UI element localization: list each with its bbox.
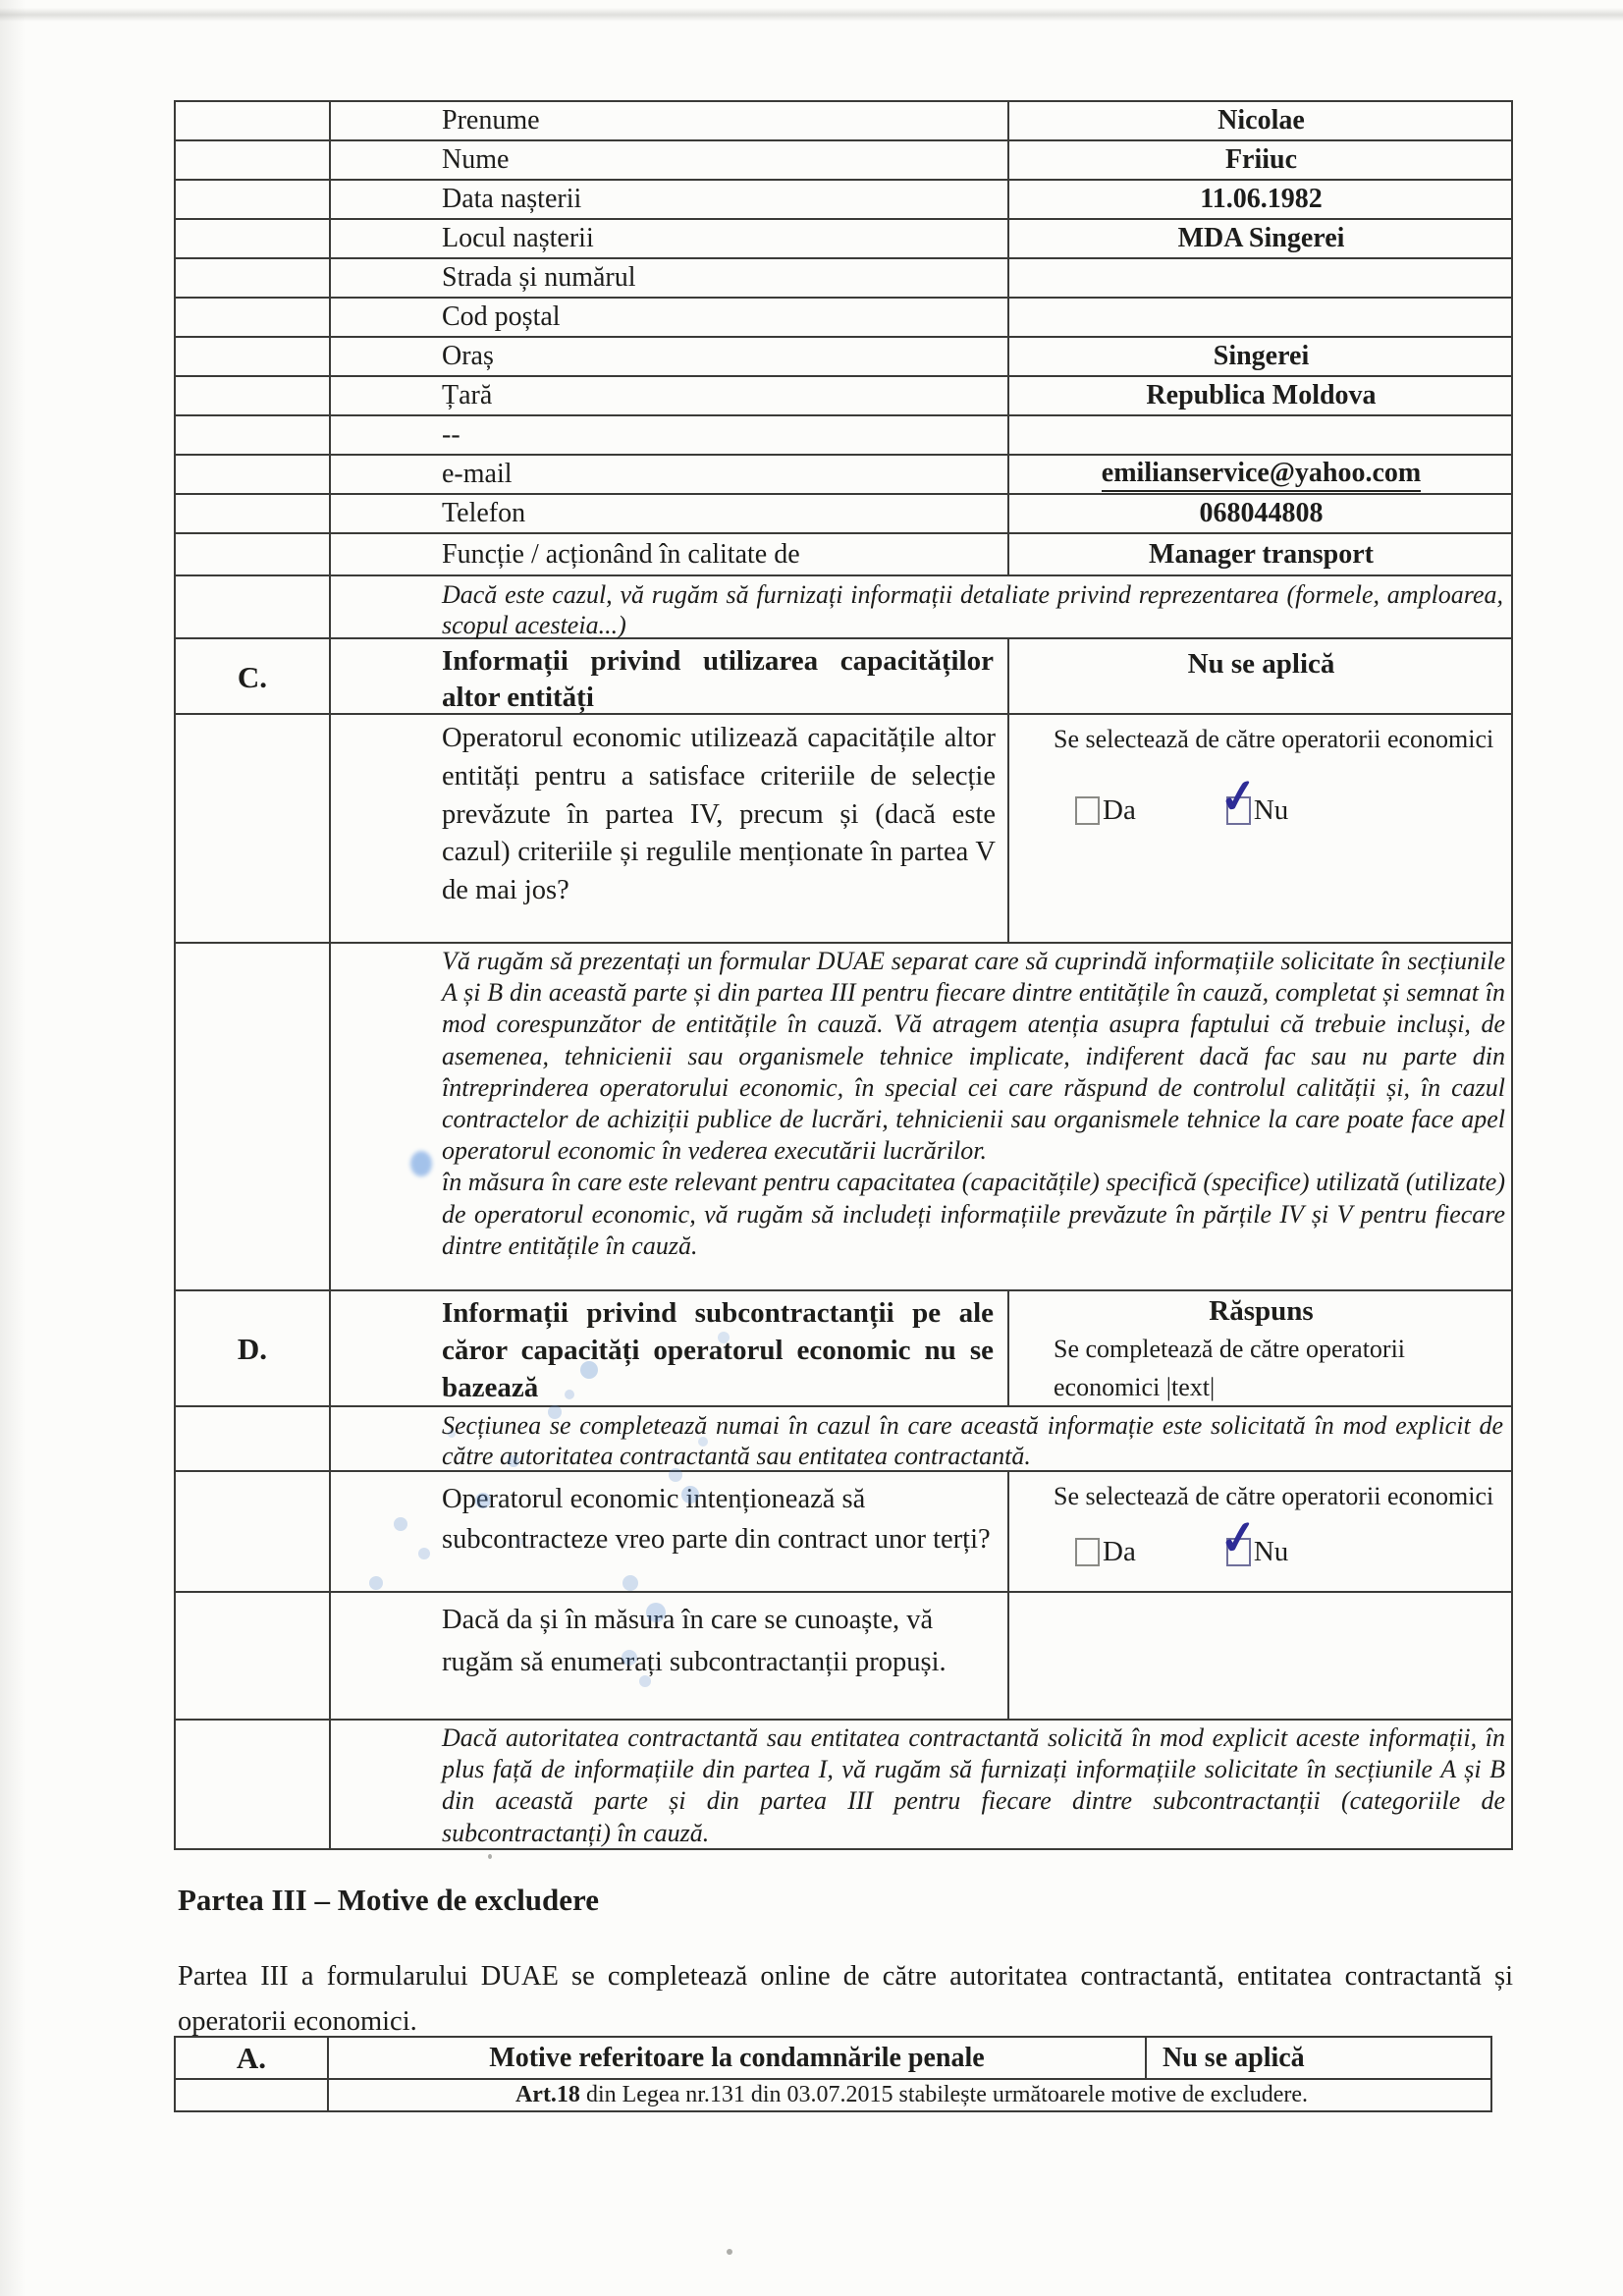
table-row-oras — [176, 338, 1511, 377]
field-value: Friiuc — [1224, 144, 1298, 175]
italic-note: Dacă este cazul, vă rugăm să furnizați informații detaliate privind reprezentarea (formele, amploarea, scopul acesteia...) — [442, 580, 1503, 639]
checkbox-box-icon — [1075, 1538, 1100, 1566]
field-label: Funcție / acționând în calitate de — [331, 534, 1009, 574]
field-value: Republica Moldova — [1146, 380, 1377, 410]
field-label: Data nașterii — [331, 181, 1009, 218]
field-label: e-mail — [331, 456, 1009, 493]
checkbox-box-icon — [1226, 1538, 1251, 1566]
followup-text: Dacă da și în măsura în care se cunoaște, vă rugăm să enumerați subcontractanții propuși. — [331, 1593, 1009, 1719]
table-row-daca-da — [176, 1593, 1511, 1721]
field-label: Oraș — [331, 338, 1009, 375]
section-letter: C. — [176, 639, 331, 716]
checkbox-nu-checked[interactable] — [1216, 769, 1289, 827]
check-mark-icon: ✓ — [1216, 1510, 1262, 1567]
response-hint: Se completează de către operatorii economici |text| — [1054, 1335, 1406, 1401]
email-link[interactable]: emilianservice@yahoo.com — [1102, 458, 1421, 492]
identification-table — [174, 100, 1513, 1850]
checkbox-label: Nu — [1253, 1536, 1289, 1567]
field-label: Strada și numărul — [331, 259, 1009, 297]
field-value: MDA Singerei — [1177, 223, 1345, 253]
italic-note: Secțiunea se completează numai în cazul în care această informație este solicitată în mod explicit de către autoritatea contractantă sau entitatea contractantă. — [442, 1411, 1503, 1470]
field-label: Locul nașterii — [331, 220, 1009, 257]
field-value: 11.06.1982 — [1200, 184, 1323, 214]
checkbox-label: Da — [1103, 794, 1136, 826]
section-letter: A. — [176, 2038, 329, 2078]
table-row-note-reprezentare — [176, 576, 1511, 639]
check-mark-icon: ✓ — [1216, 769, 1262, 826]
checkbox-nu-checked[interactable] — [1216, 1510, 1289, 1568]
scanner-edge-artifact-left — [0, 0, 26, 2296]
field-label: -- — [331, 416, 1009, 454]
table-row-section-a-header — [176, 2038, 1490, 2080]
answer-hint: Se selectează de către operatorii economici — [1054, 1482, 1494, 1510]
question-text: Operatorul economic utilizează capacitățile altor entități pentru a satisface criteriile de selecție prevăzute în partea IV, precum și (dacă este cazul) criteriile și regulile menționate în partea V de mai jos? — [331, 715, 1009, 942]
table-row-section-c-header — [176, 639, 1511, 715]
exclusion-table — [174, 2036, 1492, 2112]
checkbox-label: Da — [1103, 1536, 1136, 1567]
table-row-section-c-note — [176, 944, 1511, 1291]
part3-intro: Partea III a formularului DUAE se completează online de către autoritatea contractantă, entitatea contractantă și operatorii economici. — [178, 1961, 1513, 2037]
section-c-title: Informații privind utilizarea capacităților altor entități — [331, 639, 1009, 716]
table-row-art18 — [176, 2080, 1490, 2110]
checkbox-da[interactable] — [1075, 1536, 1136, 1568]
italic-note-p2: în măsura în care este relevant pentru capacitatea (capacitățile) specifică (specifice) utilizată (utilizate) de operatorul economic, vă rugăm să includeți informațiile prevăzute în părțile IV și V pentru fiecare dintre entitățile în cauză. — [442, 1168, 1505, 1260]
table-row-data-nasterii — [176, 181, 1511, 220]
field-label: Prenume — [331, 102, 1009, 139]
table-row-nume — [176, 141, 1511, 181]
table-row-section-d-header — [176, 1291, 1511, 1407]
question-text: Operatorul economic intenționează să subcontracteze vreo parte din contract unor terți? — [331, 1472, 1009, 1591]
field-label: Telefon — [331, 495, 1009, 532]
italic-note-p1: Vă rugăm să prezentați un formular DUAE separat care să cuprindă informațiile solicitate în secțiunile A și B din această parte și din partea III pentru fiecare dintre entitățile în cauză, completat și semnat în mod corespunzător de entitățile în cauză. Vă atragem atenția asupra faptului că trebuie incluși, de asemenea, tehnicienii sau organismele tehnice implicate, indiferent dacă fac sau nu parte din întreprinderea operatorului economic, în special cei care răspund de controlul calității și, în cazul contractelor de achiziții publice de lucrări, tehnicienii sau organismele tehnice la care poate face apel operatorul economic în vederea executării lucrărilor. — [442, 947, 1505, 1166]
response-header: Răspuns — [1209, 1295, 1314, 1327]
italic-note: Dacă autoritatea contractantă sau entitatea contractantă solicită în mod explicit aceste informații, în plus față de informațiile din partea I, vă rugăm să furnizați informațiile solicitate în secțiunile A și B din această parte și din partea III pentru fiecare dintre subcontractanții (categoriile de subcontractanți) în cauză. — [442, 1723, 1505, 1847]
field-value: Manager transport — [1149, 538, 1374, 570]
scanner-edge-artifact — [0, 8, 1623, 22]
field-value: 068044808 — [1199, 498, 1324, 528]
section-a-title: Motive referitoare la condamnările penale — [329, 2038, 1147, 2078]
status-nu-se-aplica: Nu se aplică — [1187, 648, 1335, 680]
table-row-functie — [176, 534, 1511, 576]
checkbox-box-icon — [1075, 796, 1100, 825]
field-value: Nicolae — [1217, 105, 1305, 136]
art18-ref: Art.18 — [514, 2082, 580, 2107]
scan-speck — [488, 1854, 492, 1859]
checkbox-group — [1009, 1510, 1513, 1568]
field-value — [1009, 259, 1513, 297]
table-row-tara — [176, 377, 1511, 416]
field-value — [1009, 299, 1513, 336]
table-row-section-d-note — [176, 1407, 1511, 1472]
table-row-prenume — [176, 102, 1511, 141]
status-nu-se-aplica: Nu se aplică — [1163, 2042, 1305, 2073]
section-letter: D. — [176, 1291, 331, 1406]
table-row-strada — [176, 259, 1511, 299]
table-row-locul-nasterii — [176, 220, 1511, 259]
section-d-title: Informații privind subcontractanții pe ale căror capacități operatorul economic nu se bazează — [331, 1291, 1009, 1406]
checkbox-group — [1009, 769, 1513, 827]
field-label: Țară — [331, 377, 1009, 414]
checkbox-box-icon — [1226, 796, 1251, 825]
field-value — [1009, 416, 1513, 454]
art18-text: din Legea nr.131 din 03.07.2015 stabilește următoarele motive de excludere. — [585, 2082, 1309, 2107]
table-row-dash — [176, 416, 1511, 456]
part3-heading: Partea III – Motive de excludere — [178, 1883, 600, 1917]
table-row-subcontract-question — [176, 1472, 1511, 1593]
field-label: Cod poștal — [331, 299, 1009, 336]
checkbox-label: Nu — [1253, 794, 1289, 826]
table-row-cod-postal — [176, 299, 1511, 338]
field-label: Nume — [331, 141, 1009, 179]
field-value: Singerei — [1213, 341, 1310, 371]
checkbox-da[interactable] — [1075, 794, 1136, 827]
table-row-section-c-question — [176, 715, 1511, 944]
answer-hint: Se selectează de către operatorii economici — [1054, 725, 1494, 753]
table-row-telefon — [176, 495, 1511, 534]
table-row-email — [176, 456, 1511, 495]
scan-speck — [727, 2249, 732, 2255]
table-row-final-note — [176, 1721, 1511, 1848]
